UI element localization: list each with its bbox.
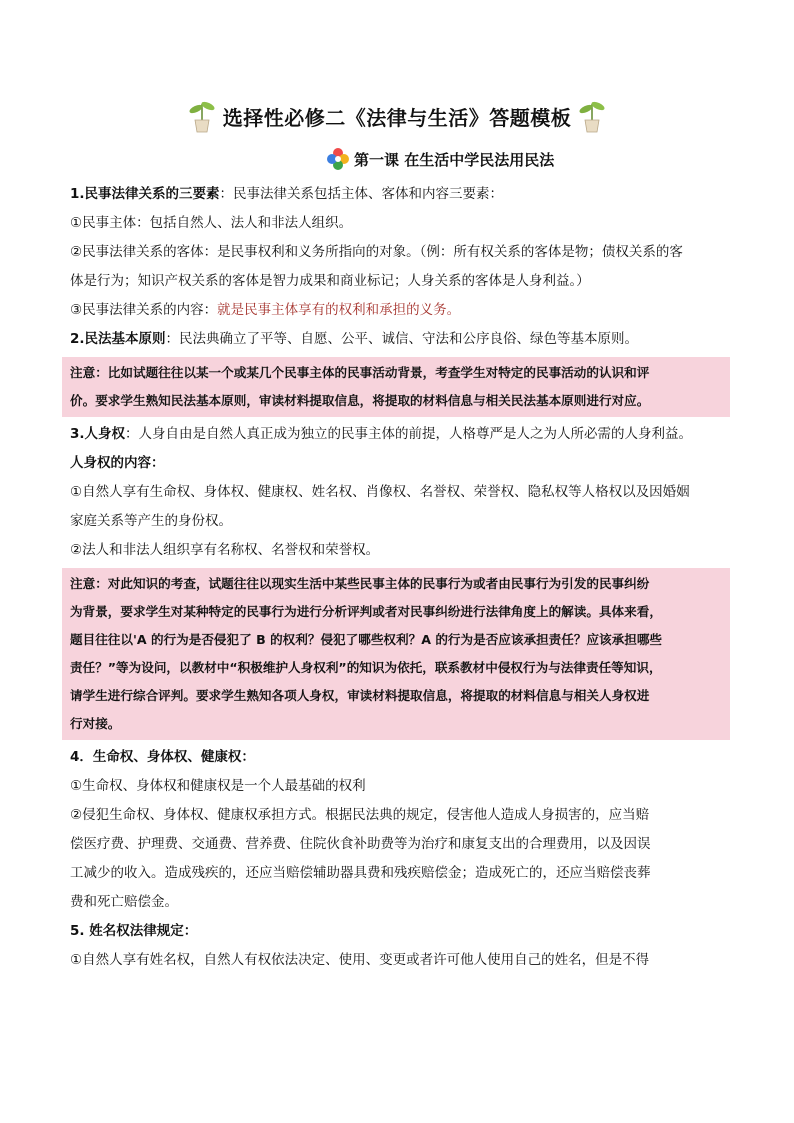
flower-icon xyxy=(326,147,350,171)
document-body xyxy=(70,180,726,975)
paragraph: 家庭关系等产生的身份权。 xyxy=(70,513,232,529)
paragraph-text: ：人身自由是自然人真正成为独立的民事主体的前提，人格尊严是人之为人所必需的人身利益。 xyxy=(125,426,693,442)
paragraph xyxy=(70,325,726,354)
lesson-title: 第一课 在生活中学民法用民法 xyxy=(354,150,555,169)
paragraph-text: ：民事法律关系包括主体、客体和内容三要素： xyxy=(219,186,504,202)
section-heading: 1.民事法律关系的三要素 xyxy=(70,186,220,202)
paragraph: ①民事主体：包括自然人、法人和非法人组织。 xyxy=(70,215,353,231)
note-line: 请学生进行综合评判。要求学生熟知各项人身权，审读材料提取信息，将提取的材料信息与相关人身权进 xyxy=(70,688,650,703)
plant-pot-icon xyxy=(187,98,217,134)
section-heading: 2.民法基本原则 xyxy=(70,331,166,347)
note-line: 题目往往以'A 的行为是否侵犯了 B 的权利？侵犯了哪些权利？A 的行为是否应该承担责任？应该承担哪些 xyxy=(70,632,663,647)
paragraph: ②侵犯生命权、身体权、健康权承担方式。根据民法典的规定，侵害他人造成人身损害的，应当赔 xyxy=(70,807,650,823)
note-box xyxy=(62,568,730,740)
note-line: 注意：比如试题往往以某一个或某几个民事主体的民事活动背景，考查学生对特定的民事活动的认识和评 xyxy=(70,365,650,380)
paragraph: 工减少的收入。造成残疾的，还应当赔偿辅助器具费和残疾赔偿金；造成死亡的，还应当赔偿丧葬 xyxy=(70,865,651,881)
subheading: 人身权的内容： xyxy=(70,455,165,471)
section-heading: 4．生命权、身体权、健康权： xyxy=(70,749,255,765)
paragraph: ②民事法律关系的客体：是民事权利和义务所指向的对象。（例：所有权关系的客体是物；债权关系的客 xyxy=(70,244,683,260)
paragraph: ①自然人享有生命权、身体权、健康权、姓名权、肖像权、名誉权、荣誉权、隐私权等人格权以及因婚姻 xyxy=(70,484,690,500)
lesson-heading xyxy=(326,144,554,174)
note-line: 责任？”等为设问，以教材中“积极维护人身权利”的知识为依托，联系教材中侵权行为与法律责任等知识， xyxy=(70,660,662,675)
paragraph xyxy=(70,180,726,209)
paragraph-text: ③民事法律关系的内容： xyxy=(70,302,218,318)
paragraph: ①生命权、身体权和健康权是一个人最基础的权利 xyxy=(70,778,366,794)
paragraph: 费和死亡赔偿金。 xyxy=(70,894,178,910)
section-heading: 5. 姓名权法律规定： xyxy=(70,923,198,939)
paragraph: 偿医疗费、护理费、交通费、营养费、住院伙食补助费等为治疗和康复支出的合理费用，以及因误 xyxy=(70,836,651,852)
paragraph: ①自然人享有姓名权，自然人有权依法决定、使用、变更或者许可他人使用自己的姓名，但是不得 xyxy=(70,952,650,968)
note-line: 价。要求学生熟知民法基本原则，审读材料提取信息，将提取的材料信息与相关民法基本原则进行对应。 xyxy=(70,393,650,408)
paragraph: ②法人和非法人组织享有名称权、名誉权和荣誉权。 xyxy=(70,542,380,558)
plant-pot-icon xyxy=(577,98,607,134)
title-row xyxy=(0,96,794,136)
section-heading: 3.人身权 xyxy=(70,426,126,442)
note-line: 行对接。 xyxy=(70,716,121,731)
paragraph xyxy=(70,296,726,325)
note-box xyxy=(62,357,730,417)
paragraph xyxy=(70,420,726,449)
document-title: 选择性必修二《法律与生活》答题模板 xyxy=(222,105,572,130)
highlight-text: 就是民事主体享有的权利和承担的义务。 xyxy=(217,302,461,318)
note-line: 注意：对此知识的考查，试题往往以现实生活中某些民事主体的民事行为或者由民事行为引发的民事纠纷 xyxy=(70,576,650,591)
paragraph: 体是行为；知识产权关系的客体是智力成果和商业标记；人身关系的客体是人身利益。） xyxy=(70,273,590,289)
note-line: 为背景，要求学生对某种特定的民事行为进行分析评判或者对民事纠纷进行法律角度上的解读。具体来看， xyxy=(70,604,662,619)
paragraph-text: ：民法典确立了平等、自愿、公平、诚信、守法和公序良俗、绿色等基本原则。 xyxy=(165,331,639,347)
